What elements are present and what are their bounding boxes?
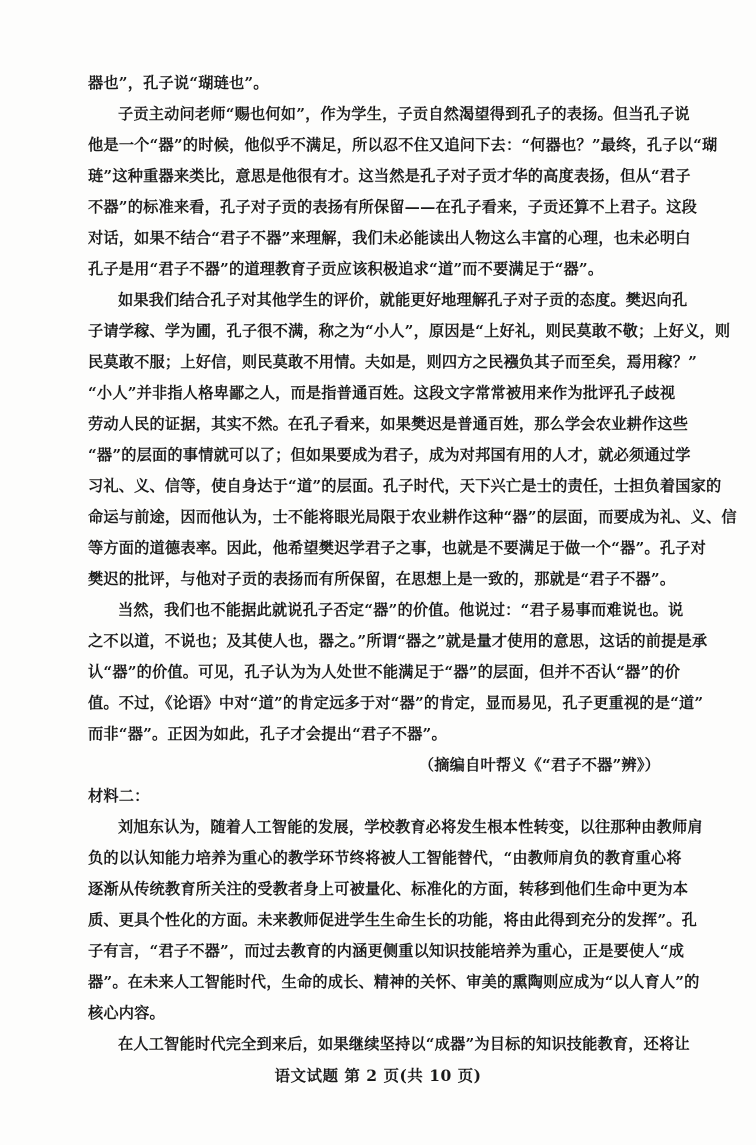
text-line: 樊迟的批评，与他对子贡的表扬而有所保留，在思想上是一致的，那就是“君子不器”。: [88, 570, 676, 588]
text-line: 而非“器”。正因为如此，孔子才会提出“君子不器”。: [88, 725, 447, 743]
text-line: 琏”这种重器来类比，意思是他很有才。这当然是孔子对子贡才华的高度表扬，但从“君子: [88, 167, 691, 185]
text-line: 子请学稼、学为圃，孔子很不满，称之为“小人”，原因是“上好礼，则民莫敢不敬；上好义，则: [88, 322, 731, 340]
text-line: 命运与前途，因而他认为，士不能将眼光局限于农业耕作这种“器”的层面，而要成为礼、义、信: [88, 508, 737, 526]
text-line: 孔子是用“君子不器”的道理教育子贡应该积极追求“道”而不要满足于“器”。: [88, 260, 604, 278]
text-line: 之不以道，不说也；及其使人也，器之。”所谓“器之”就是量才使用的意思，这话的前提是承: [88, 632, 708, 650]
citation-line: （摘编自叶帮义《“君子不器”辨》）: [418, 756, 660, 774]
text-line: 习礼、义、信等，使自身达于“道”的层面。孔子时代，天下兴亡是士的责任，士担负着国家的: [88, 477, 722, 495]
text-line: 在人工智能时代完全到来后，如果继续坚持以“成器”为目标的知识技能教育，还将让: [118, 1035, 690, 1053]
text-line: 器”。在未来人工智能时代，生命的成长、精神的关怀、审美的熏陶则应成为“以人育人”的: [88, 973, 700, 991]
text-line: 器也”，孔子说“瑚琏也”。: [88, 74, 269, 92]
text-line: 负的以认知能力培养为重心的教学环节终将被人工智能替代，“由教师肩负的教育重心将: [88, 849, 682, 867]
text-line: 质、更具个性化的方面。未来教师促进学生生命生长的功能，将由此得到充分的发挥”。孔: [88, 911, 698, 929]
text-line: 值。不过，《论语》中对“道”的肯定远多于对“器”的肯定，显而易见，孔子更重视的是“道”: [88, 694, 704, 712]
text-line: 刘旭东认为，随着人工智能的发展，学校教育必将发生根本性转变，以往那种由教师肩: [118, 818, 703, 836]
text-line: 对话，如果不结合“君子不器”来理解，我们未必能读出人物这么丰富的心理，也未必明白: [88, 229, 691, 247]
text-line: 民莫敢不服；上好信，则民莫敢不用情。夫如是，则四方之民襁负其子而至矣，焉用稼？”: [88, 353, 698, 371]
text-line: 劳动人民的证据，其实不然。在孔子看来，如果樊迟是普通百姓，那么学会农业耕作这些: [88, 415, 689, 433]
text-line: “器”的层面的事情就可以了；但如果要成为君子，成为对邦国有用的人才，就必须通过学: [88, 446, 691, 464]
page-footer: 语文试题 第 2 页(共 10 页): [274, 1066, 482, 1085]
text-line: 逐渐从传统教育所关注的受教者身上可被量化、标准化的方面，转移到他们生命中更为本: [88, 880, 689, 898]
text-line: “小人”并非指人格卑鄙之人，而是指普通百姓。这段文字常常被用来作为批评孔子歧视: [88, 384, 676, 402]
text-line: 当然，我们也不能据此就说孔子否定“器”的价值。他说过：“君子易事而难说也。说: [118, 601, 684, 619]
text-line: 认“器”的价值。可见，孔子认为为人处世不能满足于“器”的层面，但并不否认“器”的价: [88, 663, 681, 681]
exam-page-body: [88, 68, 737, 1060]
text-line: 他是一个“器”的时候，他似乎不满足，所以忍不住又追问下去：“何器也？”最终，孔子以“瑚: [88, 136, 718, 154]
section-heading: 材料二：: [88, 787, 150, 805]
text-line: 子贡主动问老师“赐也何如”，作为学生，子贡自然渴望得到孔子的表扬。但当孔子说: [118, 105, 690, 123]
text-line: 子有言，“君子不器”，而过去教育的内涵更侧重以知识技能培养为重心，正是要使人“成: [88, 942, 685, 960]
text-line: 如果我们结合孔子对其他学生的评价，就能更好地理解孔子对子贡的态度。樊迟向孔: [118, 291, 688, 309]
text-line: 不器”的标准来看，孔子对子贡的表扬有所保留——在孔子看来，子贡还算不上君子。这段: [88, 198, 698, 216]
text-line: 核心内容。: [88, 1004, 165, 1022]
text-line: 等方面的道德表率。因此，他希望樊迟学君子之事，也就是不要满足于做一个“器”。孔子对: [88, 539, 706, 557]
